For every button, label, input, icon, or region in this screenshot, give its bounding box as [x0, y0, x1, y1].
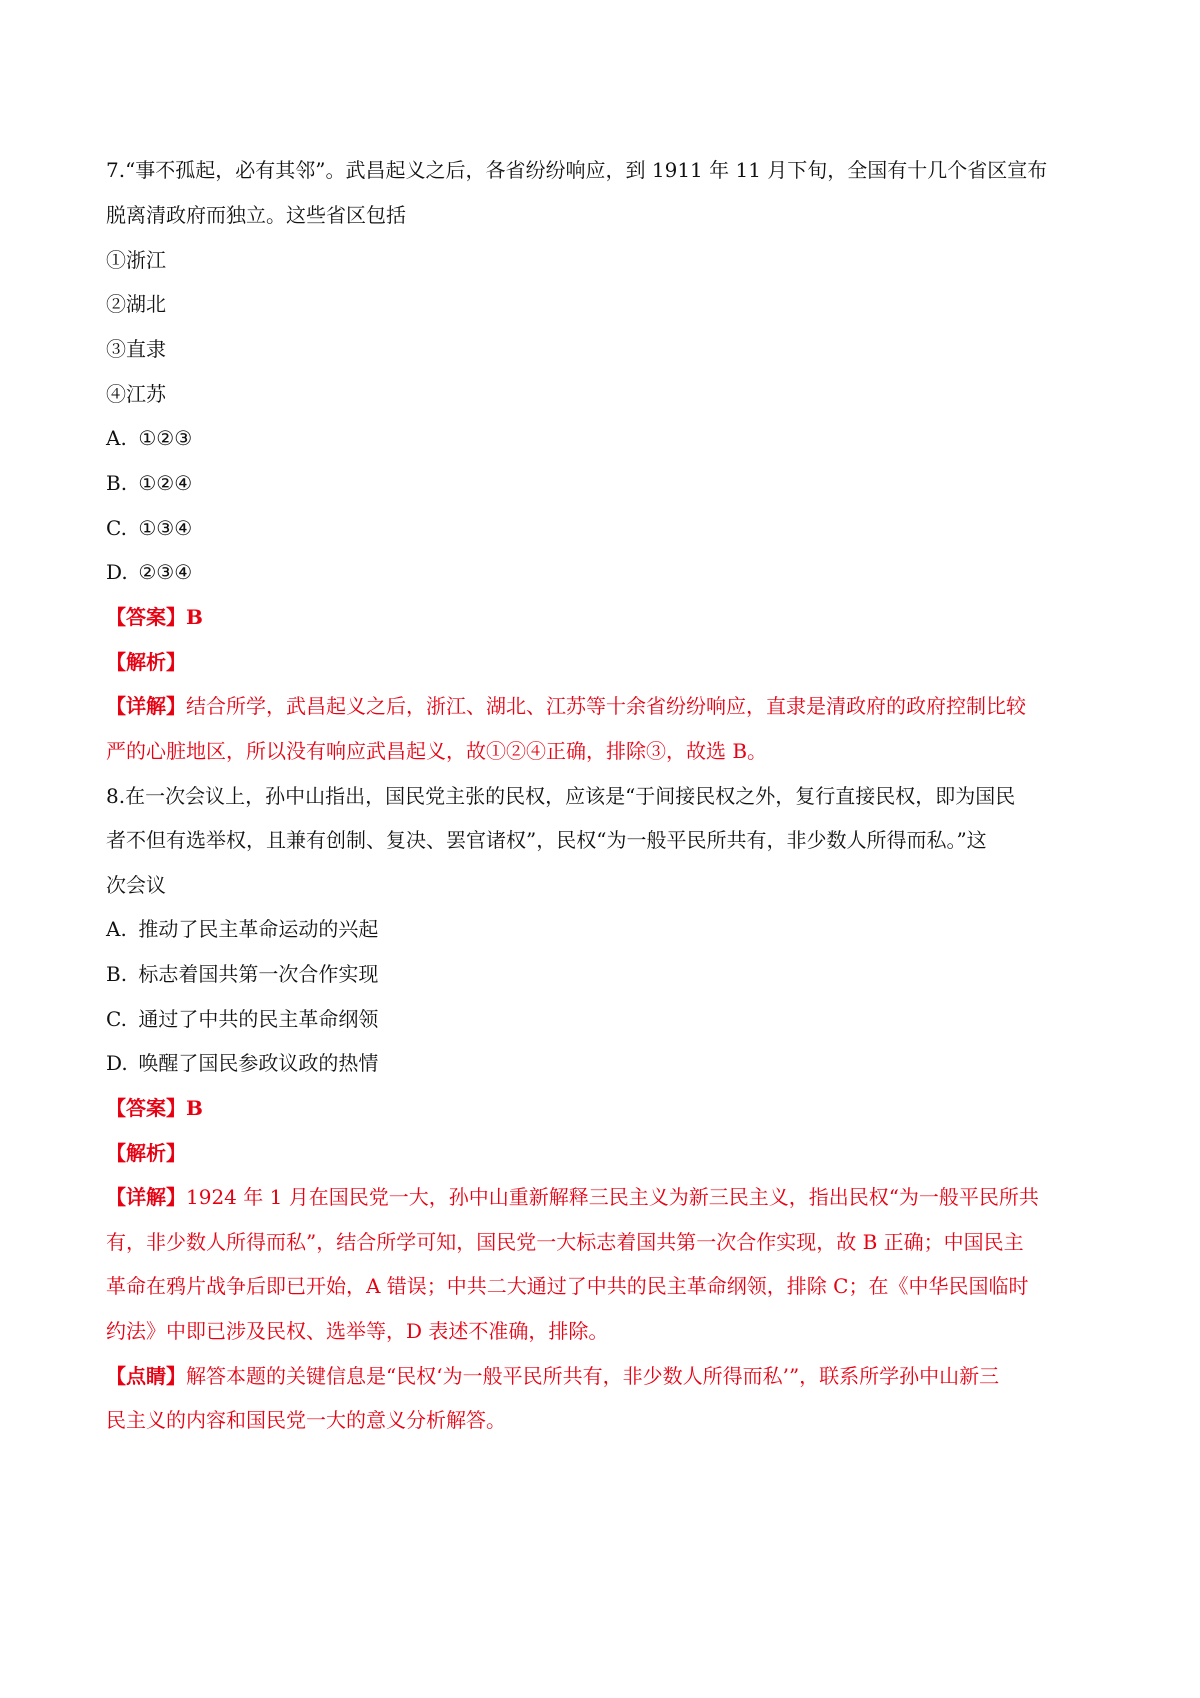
option-text: ①②④	[138, 471, 193, 495]
q7-analysis-tag: 【解析】	[106, 650, 186, 674]
option-letter: B.	[106, 471, 128, 495]
point-tag: 【点睛】	[106, 1364, 186, 1388]
q7-option-d	[106, 558, 192, 586]
answer-tag: 【答案】	[106, 605, 186, 629]
option-text: ①②③	[138, 426, 193, 450]
option-text: 唤醒了国民参政议政的热情	[138, 1051, 379, 1075]
option-text: ①③④	[138, 516, 193, 540]
q8-detail-line-3: 革命在鸦片战争后即已开始，A 错误；中共二大通过了中共的民主革命纲领，排除 C；在《中华民国临时	[106, 1274, 1029, 1298]
option-letter: D.	[106, 560, 128, 584]
option-letter: A.	[106, 917, 127, 941]
option-text: 通过了中共的民主革命纲领	[138, 1007, 379, 1031]
option-letter: A.	[106, 426, 127, 450]
q8-option-c	[106, 1005, 378, 1033]
q8-stem-line-3: 次会议	[106, 873, 166, 897]
option-letter: C.	[106, 516, 127, 540]
option-text: ②③④	[138, 560, 193, 584]
detail-tag: 【详解】	[106, 1185, 186, 1209]
detail-text: 1924 年 1 月在国民党一大，孙中山重新解释三民主义为新三民主义，指出民权“为一般平民所共	[186, 1185, 1039, 1209]
q7-item-1: ①浙江	[106, 248, 166, 272]
q8-point-line-2: 民主义的内容和国民党一大的意义分析解答。	[106, 1408, 506, 1432]
option-text: 标志着国共第一次合作实现	[138, 962, 379, 986]
q8-option-a	[106, 915, 378, 943]
option-text: 推动了民主革命运动的兴起	[138, 917, 379, 941]
q8-detail-line-2: 有，非少数人所得而私”，结合所学可知，国民党一大标志着国共第一次合作实现，故 B 正确；中国民主	[106, 1230, 1024, 1254]
q8-stem-line-2: 者不但有选举权，且兼有创制、复决、罢官诸权”，民权“为一般平民所共有，非少数人所得而私。”这	[106, 828, 987, 852]
q8-option-d	[106, 1049, 378, 1077]
detail-tag: 【详解】	[106, 694, 186, 718]
q8-analysis-tag: 【解析】	[106, 1141, 186, 1165]
q8-detail-line-1	[106, 1183, 1039, 1211]
q7-item-3: ③直隶	[106, 337, 166, 361]
answer-value: B	[186, 605, 203, 629]
q7-item-2: ②湖北	[106, 292, 166, 316]
point-text: 解答本题的关键信息是“民权‘为一般平民所共有，非少数人所得而私’”，联系所学孙中山新三	[186, 1364, 1000, 1388]
q7-stem-line-1: 7.“事不孤起，必有其邻”。武昌起义之后，各省纷纷响应，到 1911 年 11 月下旬，全国有十几个省区宣布	[106, 158, 1048, 182]
q8-option-b	[106, 960, 378, 988]
option-letter: C.	[106, 1007, 127, 1031]
q8-detail-line-4: 约法》中即已涉及民权、选举等，D 表述不准确，排除。	[106, 1319, 609, 1343]
q7-option-c	[106, 514, 192, 542]
q8-answer	[106, 1094, 203, 1122]
q8-stem-line-1: 8.在一次会议上，孙中山指出，国民党主张的民权，应该是“于间接民权之外，复行直接民权，即为国民	[106, 784, 1016, 808]
answer-value: B	[186, 1096, 203, 1120]
q7-detail-line-2: 严的心脏地区，所以没有响应武昌起义，故①②④正确，排除③，故选 B。	[106, 739, 768, 763]
detail-text: 结合所学，武昌起义之后，浙江、湖北、江苏等十余省纷纷响应，直隶是清政府的政府控制比较	[186, 694, 1026, 718]
answer-tag: 【答案】	[106, 1096, 186, 1120]
q8-point-line-1	[106, 1362, 999, 1390]
q7-detail-line-1	[106, 692, 1026, 720]
option-letter: B.	[106, 962, 128, 986]
q7-stem-line-2: 脱离清政府而独立。这些省区包括	[106, 203, 406, 227]
q7-option-a	[106, 424, 192, 452]
q7-item-4: ④江苏	[106, 382, 166, 406]
q7-option-b	[106, 469, 192, 497]
option-letter: D.	[106, 1051, 128, 1075]
q7-answer	[106, 603, 203, 631]
